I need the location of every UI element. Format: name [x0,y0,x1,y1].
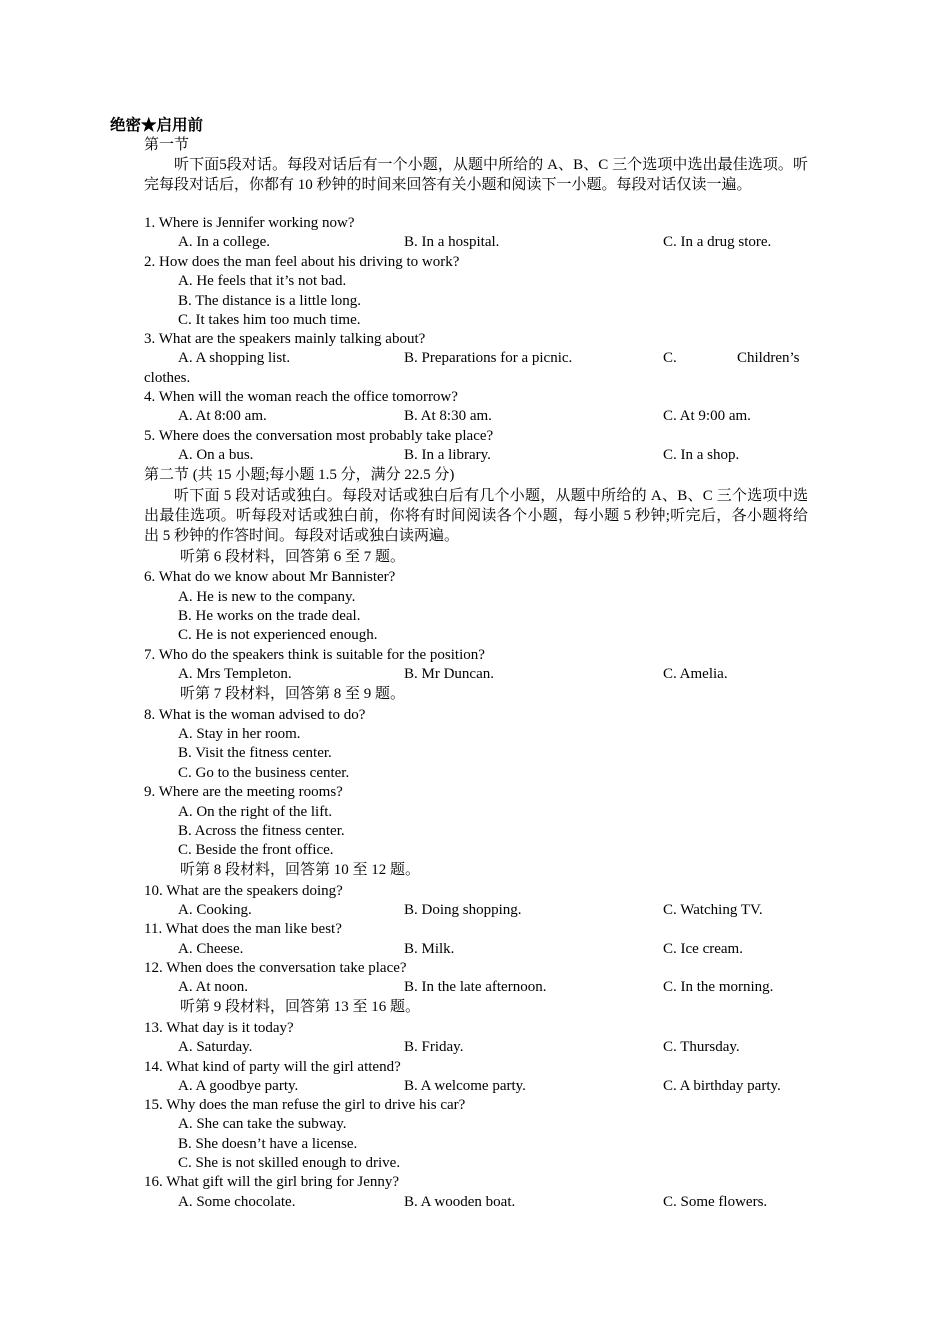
question-stem: 8. What is the woman advised to do? [144,707,366,723]
section-2-instructions: 听下面 5 段对话或独白。每段对话或独白后有几个小题，从题中所给的 A、B、C 三个选项中选出最佳选项。听每段对话或独白前，你将有时间阅读各个小题，每小题 5 秒钟;听完后，各小题将给出 5 秒钟的作答时间。每段对话或独白读两遍。 [144,488,808,544]
question-stem: 1. Where is Jennifer working now? [144,215,355,231]
question-stem: 13. What day is it today? [144,1020,294,1036]
option-a: A. Saturday. [178,1039,253,1055]
option-c: C. She is not skilled enough to drive. [178,1155,401,1171]
material-8-lead: 听第 8 段材料，回答第 10 至 12 题。 [180,862,421,878]
question-stem: 9. Where are the meeting rooms? [144,784,343,800]
section-1-heading: 第一节 [144,137,190,153]
option-a: A. On a bus. [178,447,254,463]
option-b: B. Milk. [404,941,455,957]
section-2-heading: 第二节 (共 15 小题;每小题 1.5 分，满分 22.5 分) [144,467,455,483]
option-c: C. Watching TV. [663,902,763,918]
option-a: A. Cooking. [178,902,252,918]
option-a: A. Some chocolate. [178,1194,296,1210]
question-stem: 3. What are the speakers mainly talking about? [144,331,426,347]
question-stem: 6. What do we know about Mr Bannister? [144,569,396,585]
document-title: 绝密★启用前 [110,117,204,134]
option-c: C. At 9:00 am. [663,408,751,424]
question-stem: 12. When does the conversation take place? [144,960,407,976]
option-b: B. A wooden boat. [404,1194,516,1210]
option-b: B. In a hospital. [404,234,500,250]
option-a: A. Stay in her room. [178,726,301,742]
option-c: C. Beside the front office. [178,842,334,858]
option-b: B. In the late afternoon. [404,979,547,995]
option-a: A. He is new to the company. [178,589,356,605]
option-c-prefix: C. [663,350,677,366]
question-stem: 4. When will the woman reach the office tomorrow? [144,389,458,405]
option-b: B. A welcome party. [404,1078,526,1094]
option-a: A. On the right of the lift. [178,804,333,820]
option-a: A. At 8:00 am. [178,408,267,424]
question-stem: 15. Why does the man refuse the girl to drive his car? [144,1097,466,1113]
option-b: B. Across the fitness center. [178,823,345,839]
option-b: B. He works on the trade deal. [178,608,361,624]
option-c: C. Go to the business center. [178,765,350,781]
material-9-lead: 听第 9 段材料，回答第 13 至 16 题。 [180,999,421,1015]
question-stem: 5. Where does the conversation most probably take place? [144,428,494,444]
option-b: B. In a library. [404,447,491,463]
material-6-lead: 听第 6 段材料，回答第 6 至 7 题。 [180,549,406,565]
option-c: C. In a drug store. [663,234,772,250]
option-c-wrap: clothes. [144,370,191,386]
option-b: B. Mr Duncan. [404,666,494,682]
option-c: C. Some flowers. [663,1194,768,1210]
option-b: B. She doesn’t have a license. [178,1136,358,1152]
option-c: C. It takes him too much time. [178,312,361,328]
option-a: A. He feels that it’s not bad. [178,273,347,289]
option-c: C. Thursday. [663,1039,740,1055]
option-c: C. In the morning. [663,979,774,995]
question-stem: 11. What does the man like best? [144,921,342,937]
question-stem: 14. What kind of party will the girl attend? [144,1059,401,1075]
material-7-lead: 听第 7 段材料，回答第 8 至 9 题。 [180,686,406,702]
option-a: A. She can take the subway. [178,1116,347,1132]
section-1-instructions: 听下面5段对话。每段对话后有一个小题，从题中所给的 A、B、C 三个选项中选出最佳选项。听完每段对话后，你都有 10 秒钟的时间来回答有关小题和阅读下一小题。每段对话仅读一遍。 [144,157,808,193]
option-a: A. Mrs Templeton. [178,666,292,682]
option-b: B. Doing shopping. [404,902,522,918]
option-c: C. Ice cream. [663,941,743,957]
option-b: B. The distance is a little long. [178,293,362,309]
option-a: A. A goodbye party. [178,1078,299,1094]
option-c-word: Children’s [737,350,800,366]
option-c: C. Amelia. [663,666,728,682]
question-stem: 16. What gift will the girl bring for Jenny? [144,1174,400,1190]
option-b: B. Visit the fitness center. [178,745,332,761]
option-a: A. In a college. [178,234,271,250]
question-stem: 2. How does the man feel about his driving to work? [144,254,460,270]
option-b: B. Friday. [404,1039,464,1055]
option-a: A. At noon. [178,979,249,995]
option-a: A. Cheese. [178,941,244,957]
option-c: C. A birthday party. [663,1078,781,1094]
question-stem: 7. Who do the speakers think is suitable for the position? [144,647,485,663]
question-stem: 10. What are the speakers doing? [144,883,343,899]
option-c: C. He is not experienced enough. [178,627,378,643]
option-c: C. In a shop. [663,447,740,463]
option-b: B. Preparations for a picnic. [404,350,573,366]
option-a: A. A shopping list. [178,350,291,366]
option-b: B. At 8:30 am. [404,408,492,424]
